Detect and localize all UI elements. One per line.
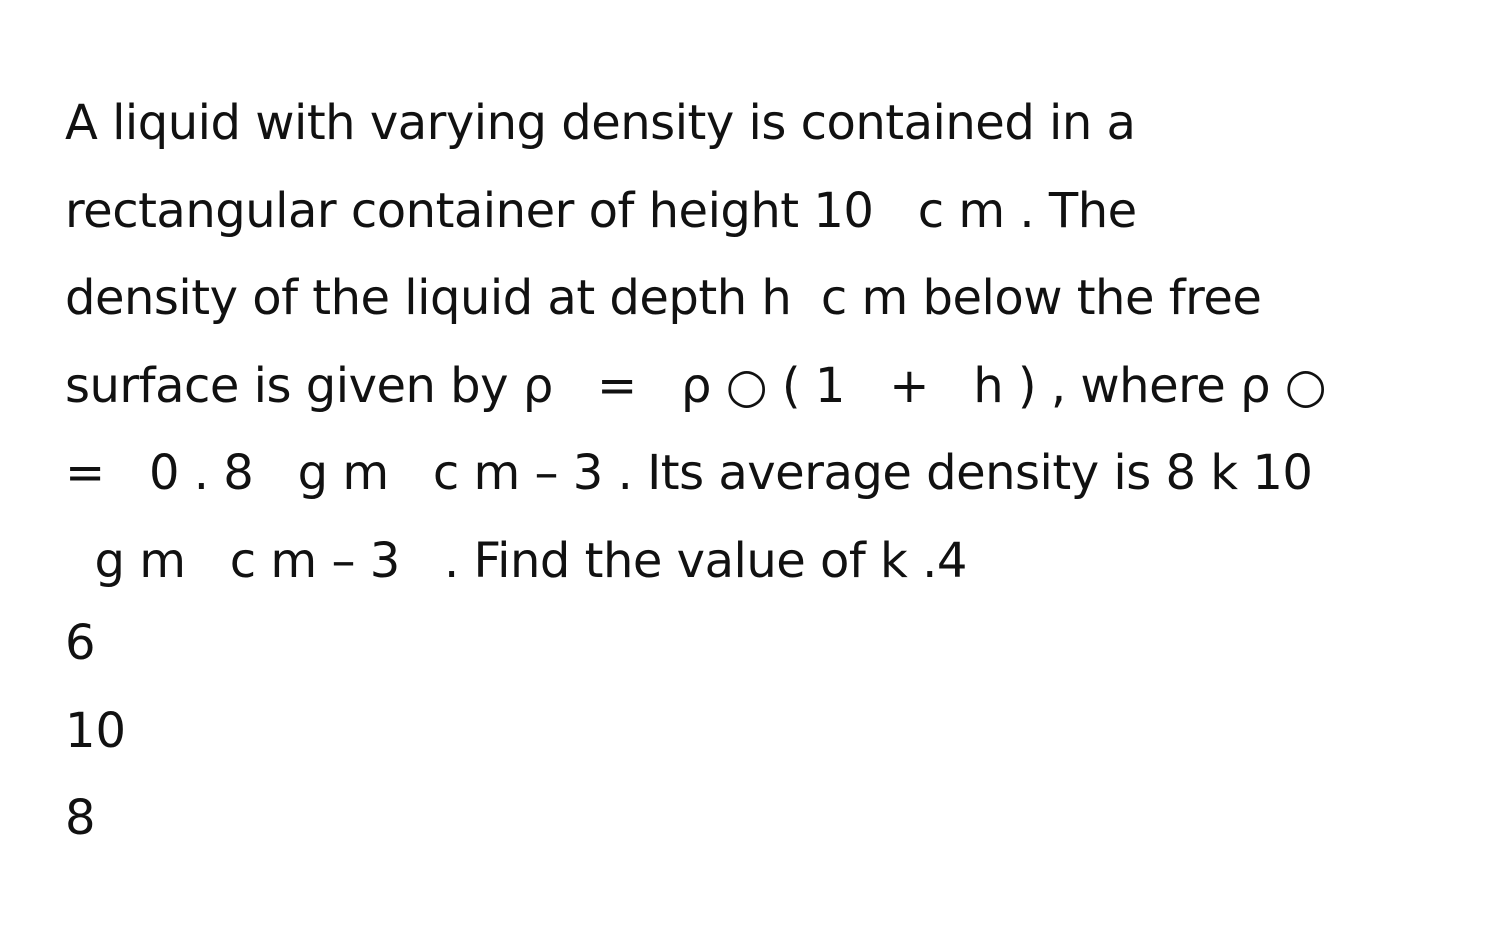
question-text [65, 80, 1465, 605]
answer-option[interactable]: 10 [65, 702, 127, 759]
question-line: g m c m – 3 . Find the value of k .4 [65, 532, 967, 589]
answer-options [65, 600, 126, 863]
question-line: A liquid with varying density is contained in a [65, 95, 1136, 151]
question-line: rectangular container of height 10 c m . The [65, 182, 1137, 239]
answer-option[interactable]: 8 [65, 790, 96, 846]
answer-option[interactable]: 6 [65, 615, 96, 671]
question-line: surface is given by ρ = ρ ○ ( 1 + h ) , where ρ ○ [65, 357, 1327, 414]
question-line: density of the liquid at depth h c m below the free [65, 270, 1262, 326]
question-line: = 0 . 8 g m c m – 3 . Its average density is 8 k 10 [65, 445, 1313, 501]
